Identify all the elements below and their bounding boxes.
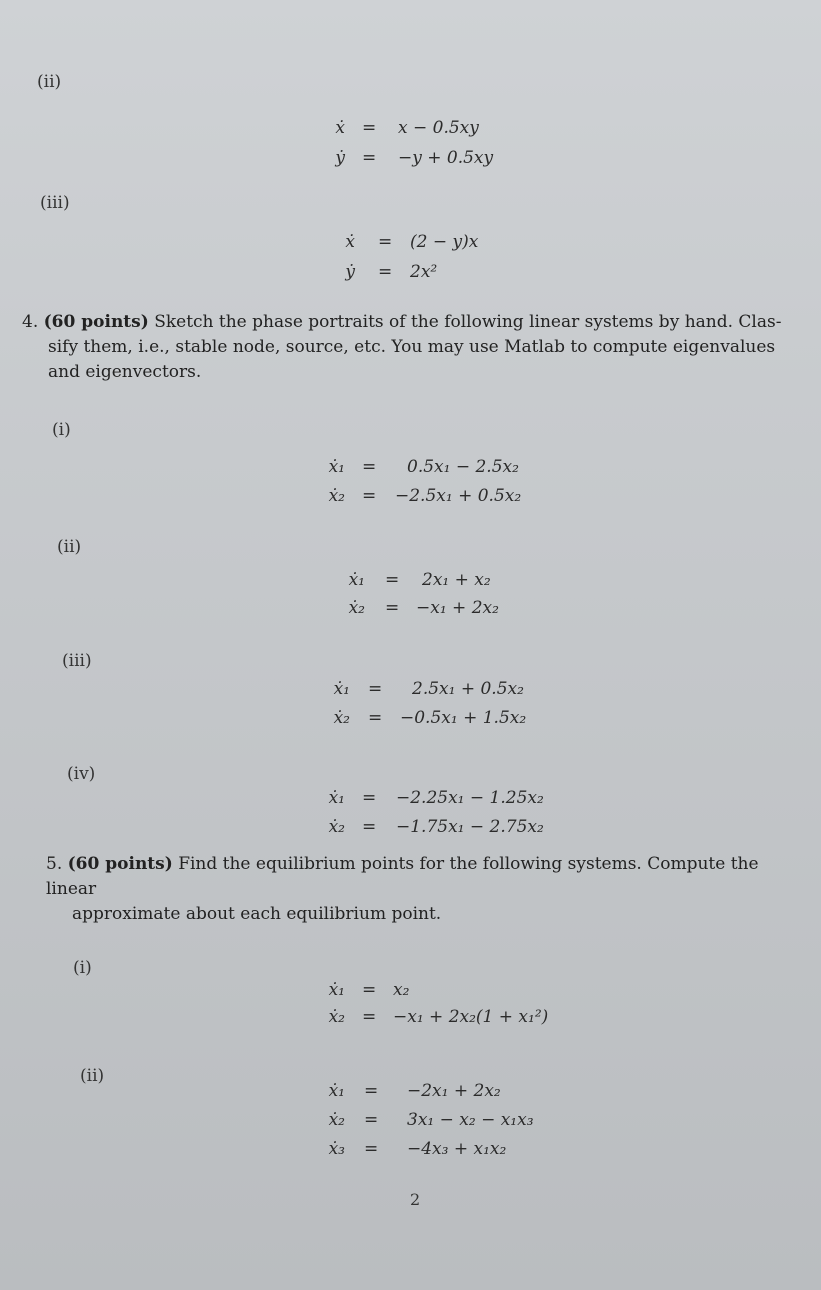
problem-text: Sketch the phase portraits of the following linear systems by hand. Clas- <box>154 312 782 332</box>
problem-number: 5. <box>46 854 63 874</box>
problem-text: Find the equilibrium points for the following systems. Compute the linear <box>46 854 759 899</box>
part-label-prev-ii: (ii) <box>37 72 62 92</box>
problem-number: 4. <box>22 312 39 332</box>
page-number: 2 <box>410 1190 421 1209</box>
problem-4-line-3: and eigenvectors. <box>48 362 202 382</box>
problem-5-statement <box>46 852 806 927</box>
problem-4-statement <box>22 310 792 385</box>
problem-5-line-2: approximate about each equilibrium point. <box>72 904 442 924</box>
problem-points: (60 points) <box>67 854 173 874</box>
problem-4-line-2: sify them, i.e., stable node, source, etc. You may use Matlab to compute eigenvalues <box>48 337 776 357</box>
problem-5-line-1 <box>46 852 806 902</box>
part-label-prev-iii: (iii) <box>40 193 70 213</box>
part-label-4-iii: (iii) <box>62 651 92 671</box>
part-label-5-ii: (ii) <box>80 1066 105 1086</box>
document-page: (ii) ẋ = x − 0.5xy ẏ = −y + 0.5xy (iii) ẋ = (2 − y)x ẏ = 2x² 4. (60 points) Sketch the phase portraits of the following linear systems by hand. Clas- sify them, i.e., stable node, source, etc. You may use Matlab to compute eigenvalues and eigenvectors. (i) ẋ₁ = 0.5x₁ − 2.5x₂ ẋ₂ = −2.5x₁ + 0.5x₂ (ii) ẋ₁ = 2x₁ + x₂ ẋ₂ = −x₁ + 2x₂ (iii) ẋ₁ = 2.5x₁ + 0.5x₂ ẋ₂ = −0.5x₁ + 1.5x₂ (iv) ẋ₁ = −2.25x₁ − 1.25x₂ ẋ₂ = −1.75x₁ − 2.75x₂ 5. (60 points) Find the equilibrium points for the following systems. Compute the linear approximate about each equilibrium point. (i) ẋ₁ = x₂ ẋ₂ = −x₁ + 2x₂(1 + x₁²) (ii) ẋ₁ = −2x₁ + 2x₂ ẋ₂ = 3x₁ − x₂ − x₁x₃ ẋ₃ = −4x₃ + x₁x₂ 2 <box>0 0 821 1290</box>
part-label-5-i: (i) <box>73 958 92 978</box>
problem-4-line-1 <box>22 310 792 335</box>
part-label-4-i: (i) <box>52 420 71 440</box>
problem-points: (60 points) <box>43 312 149 332</box>
part-label-4-ii: (ii) <box>57 537 82 557</box>
part-label-4-iv: (iv) <box>67 764 96 784</box>
